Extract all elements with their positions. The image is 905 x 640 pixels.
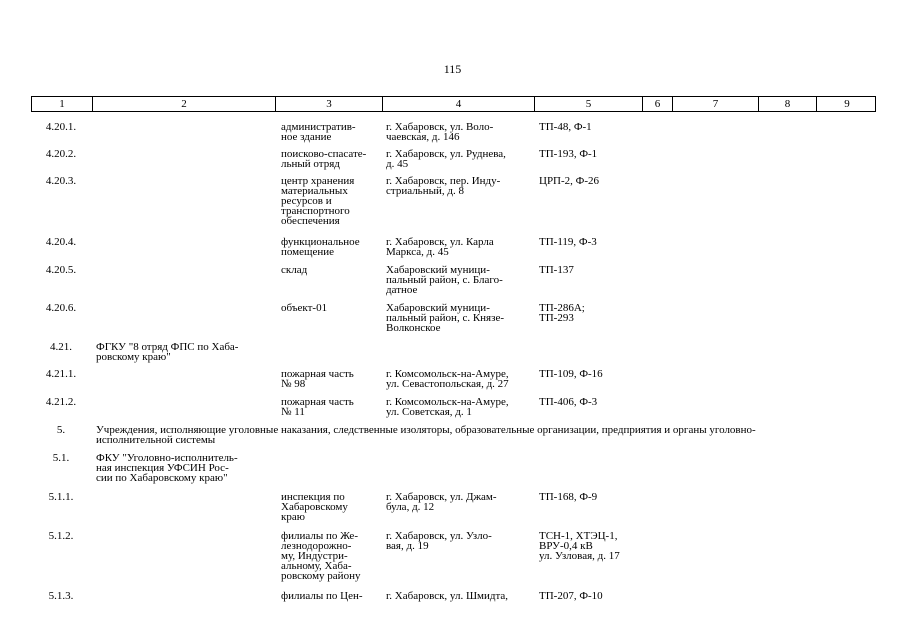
object-name: административ- ное здание xyxy=(281,121,356,143)
power-source: ТП-119, Ф-3 xyxy=(539,236,597,248)
row-number: 4.20.6. xyxy=(45,302,77,314)
organization-name: ФКУ "Уголовно-исполнитель- ная инспекция УФСИН Рос- сии по Хабаровскому краю" xyxy=(96,452,238,484)
object-address: Хабаровский муници- пальный район, с. Благо- датное xyxy=(386,264,503,296)
row-number: 4.21.1. xyxy=(45,368,77,380)
row-number: 4.20.1. xyxy=(45,121,77,133)
header-col-4: 4 xyxy=(382,97,534,111)
row-number: 5.1.2. xyxy=(48,530,74,542)
power-source: ТП-137 xyxy=(539,264,574,276)
header-col-2: 2 xyxy=(92,97,275,111)
row-number: 5. xyxy=(56,424,66,436)
object-address: г. Хабаровск, ул. Шмидта, xyxy=(386,590,509,602)
power-source: ТП-207, Ф-10 xyxy=(539,590,603,602)
row-number: 5.1.1. xyxy=(48,491,74,503)
object-name: центр хранения материальных ресурсов и транспортного обеспечения xyxy=(281,175,355,227)
row-number: 4.20.4. xyxy=(45,236,77,248)
organization-name: Учреждения, исполняющие уголовные наказания, следственные изоляторы, образовательные организации, предприятия и органы уголовно- исполнительной системы xyxy=(96,424,756,446)
table-header xyxy=(31,96,876,112)
object-address: Хабаровский муници- пальный район, с. Князе- Волконское xyxy=(386,302,504,334)
row-number: 5.1. xyxy=(52,452,70,464)
row-number: 4.20.5. xyxy=(45,264,77,276)
object-name: функциональное помещение xyxy=(281,236,360,258)
object-address: г. Хабаровск, ул. Воло- чаевская, д. 146 xyxy=(386,121,494,143)
object-address: г. Хабаровск, ул. Руднева, д. 45 xyxy=(386,148,506,170)
object-address: г. Комсомольск-на-Амуре, ул. Советская, д. 1 xyxy=(386,396,509,418)
header-col-1: 1 xyxy=(59,98,65,110)
object-name: пожарная часть № 98 xyxy=(281,368,354,390)
object-name: поисково-спасате- льный отряд xyxy=(281,148,367,170)
power-source: ТП-286А; ТП-293 xyxy=(539,302,585,324)
object-name: пожарная часть № 11 xyxy=(281,396,354,418)
header-col-3: 3 xyxy=(275,97,382,111)
header-col-8: 8 xyxy=(758,97,816,111)
object-name: склад xyxy=(281,264,308,276)
power-source: ТП-406, Ф-3 xyxy=(539,396,598,408)
object-address: г. Хабаровск, ул. Карла Маркса, д. 45 xyxy=(386,236,494,258)
row-number: 5.1.3. xyxy=(48,590,74,602)
object-address: г. Хабаровск, ул. Джам- була, д. 12 xyxy=(386,491,497,513)
row-number: 4.20.3. xyxy=(45,175,77,187)
power-source: ЦРП-2, Ф-26 xyxy=(539,175,600,187)
object-address: г. Комсомольск-на-Амуре, ул. Севастопольская, д. 27 xyxy=(386,368,509,390)
header-col-5: 5 xyxy=(534,97,642,111)
header-col-7: 7 xyxy=(672,97,758,111)
power-source: ТП-48, Ф-1 xyxy=(539,121,592,133)
row-number: 4.21.2. xyxy=(45,396,77,408)
object-name: инспекция по Хабаровскому краю xyxy=(281,491,348,523)
organization-name: ФГКУ "8 отряд ФПС по Хаба- ровскому краю" xyxy=(96,341,239,363)
power-source: ТП-168, Ф-9 xyxy=(539,491,598,503)
power-source: ТСН-1, ХТЭЦ-1, ВРУ-0,4 кВ ул. Узловая, д. 17 xyxy=(539,530,620,562)
object-address: г. Хабаровск, ул. Узло- вая, д. 19 xyxy=(386,530,492,552)
object-address: г. Хабаровск, пер. Инду- стриальный, д. 8 xyxy=(386,175,501,197)
power-source: ТП-193, Ф-1 xyxy=(539,148,598,160)
header-col-9: 9 xyxy=(816,97,877,111)
row-number: 4.21. xyxy=(50,341,72,353)
object-name: филиалы по Цен- xyxy=(281,590,363,602)
header-col-6: 6 xyxy=(642,97,672,111)
object-name: объект-01 xyxy=(281,302,328,314)
object-name: филиалы по Же- лезнодорожно- му, Индустри- альному, Хаба- ровскому району xyxy=(281,530,361,582)
page-number: 115 xyxy=(443,62,462,76)
row-number: 4.20.2. xyxy=(45,148,77,160)
power-source: ТП-109, Ф-16 xyxy=(539,368,603,380)
